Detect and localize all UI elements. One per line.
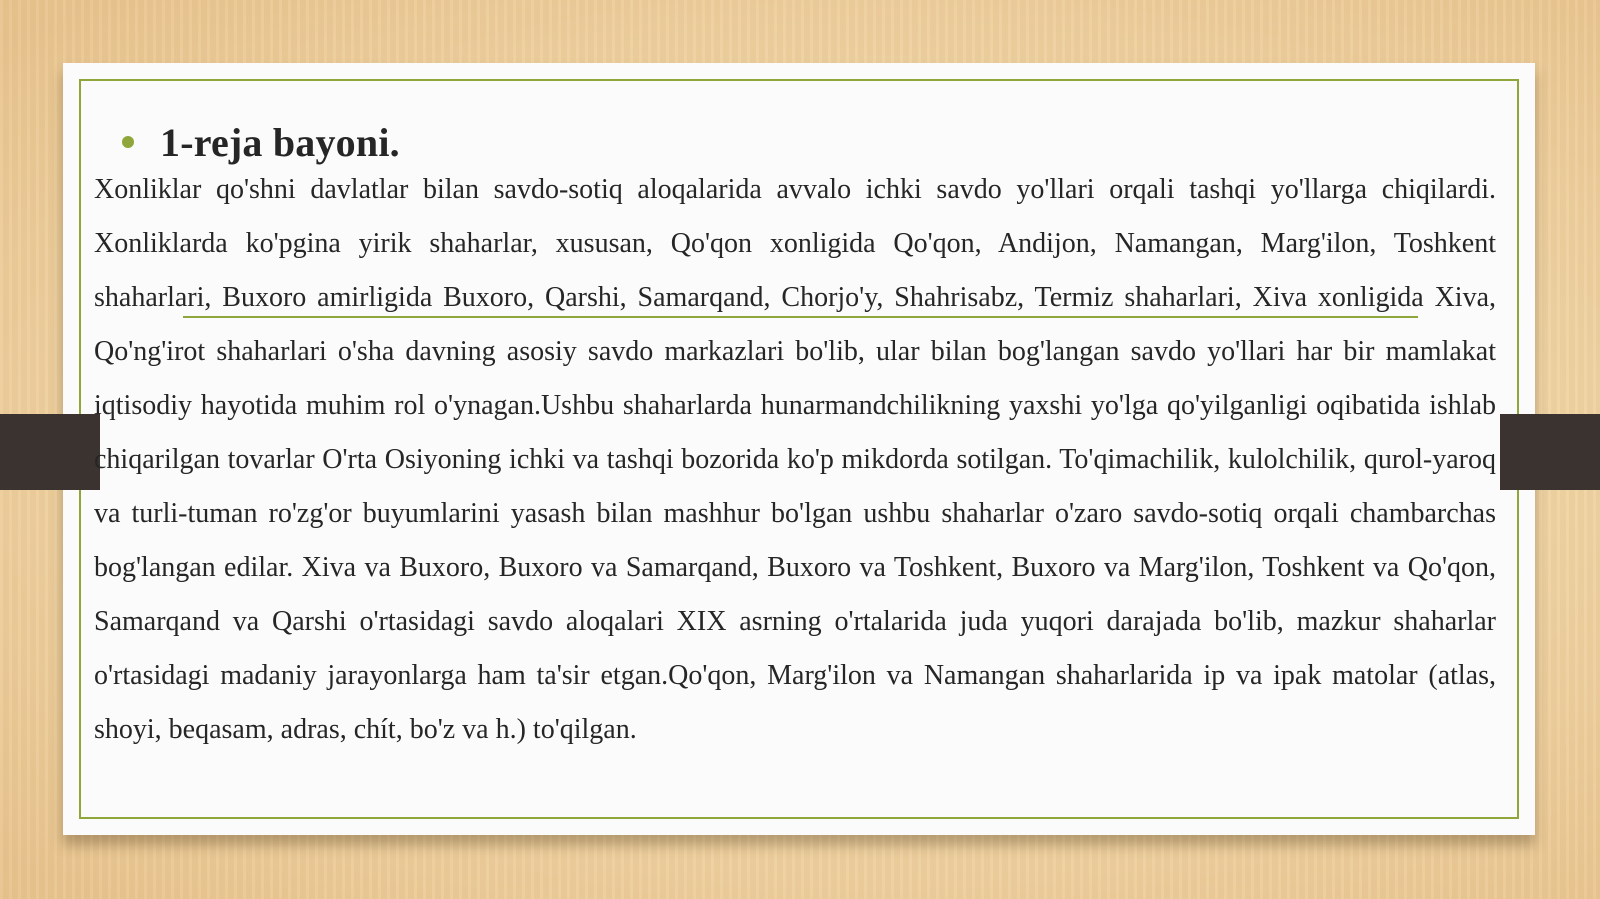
underline-mark	[183, 316, 1418, 318]
left-side-tab	[0, 414, 100, 490]
right-side-tab	[1500, 414, 1600, 490]
slide-body-text: Xonliklar qo'shni davlatlar bilan savdo-sotiq aloqalarida avvalo ichki savdo yo'llari orqali tashqi yo'llarga chiqilardi. Xonliklarda ko'pgina yirik shaharlar, xususan, Qo'qon xonligida Qo'qon, Andijon, Namangan, Marg'ilon, Toshkent shaharlari, Buxoro amirligida Buxoro, Qarshi, Samarqand, Chorjo'y, Shahrisabz, Termiz shaharlari, Xiva xonligida Xiva, Qo'ng'irot shaharlari o'sha davning asosiy savdo markazlari bo'lib, ular bilan bog'langan savdo yo'llari har bir mamlakat iqtisodiy hayotida muhim rol o'ynagan.Ushbu shaharlarda hunarmandchilikning yaxshi yo'lga qo'yilganligi oqibatida ishlab chiqarilgan tovarlar O'rta Osiyoning ichki va tashqi bozorida ko'p mikdorda sotilgan. To'qimachilik, kulolchilik, qurol-yaroq va turli-tuman ro'zg'or buyumlarini yasash bilan mashhur bo'lgan ushbu shaharlar o'zaro savdo-sotiq orqali chambarchas bog'langan edilar. Xiva va Buxoro, Buxoro va Samarqand, Buxoro va Toshkent, Buxoro va Marg'ilon, Toshkent va Qo'qon, Samarqand va Qarshi o'rtasidagi savdo aloqalari XIX asrning o'rtalarida juda yuqori darajada bo'lib, mazkur shaharlar o'rtasidagi madaniy jarayonlarga ham ta'sir etgan.Qo'qon, Marg'ilon va Namangan shaharlarida ip va ipak matolar (atlas, shoyi, beqasam, adras, chít, bo'z va h.) to'qilgan.	[94, 174, 1496, 745]
slide-heading: 1-reja bayoni.	[160, 119, 400, 165]
heading-row	[122, 116, 400, 168]
bullet-icon	[122, 136, 134, 148]
